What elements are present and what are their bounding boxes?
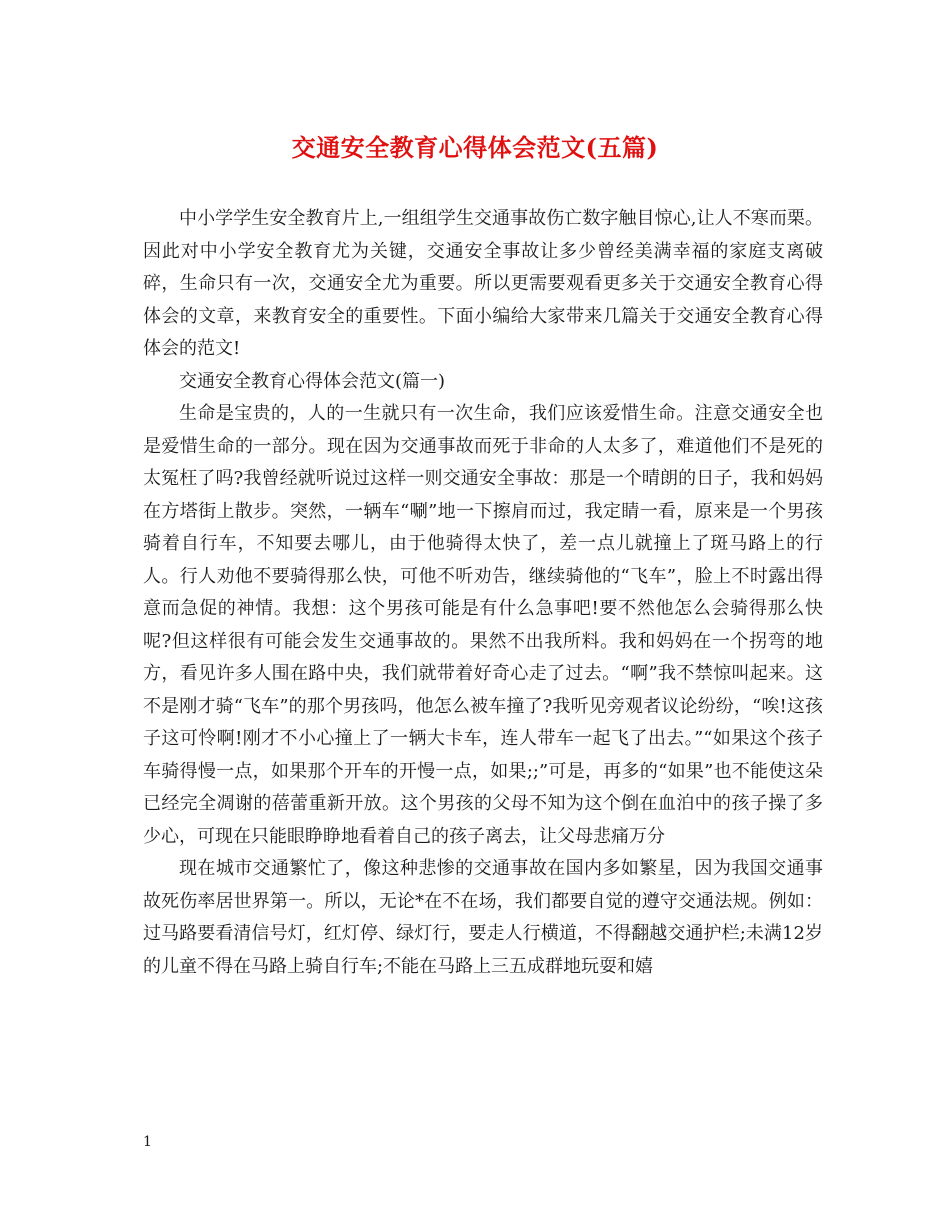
body-paragraph: 生命是宝贵的，人的一生就只有一次生命，我们应该爱惜生命。注意交通安全也是爱惜生命的一部分。现在因为交通事故而死于非命的人太多了，难道他们不是死的太冤枉了吗?我曾经就听说过这样一则交通安全事故：那是一个晴朗的日子，我和妈妈在方塔街上散步。突然，一辆车“唰”地一下擦肩而过，我定睛一看，原来是一个男孩骑着自行车，不知要去哪儿，由于他骑得太快了，差一点儿就撞上了斑马路上的行人。行人劝他不要骑得那么快，可他不听劝告，继续骑他的“飞车”，脸上不时露出得意而急促的神情。我想：这个男孩可能是有什么急事吧!要不然他怎么会骑得那么快呢?但这样很有可能会发生交通事故的。果然不出我所料。我和妈妈在一个拐弯的地方，看见许多人围在路中央，我们就带着好奇心走了过去。“啊”我不禁惊叫起来。这不是刚才骑“飞车”的那个男孩吗，他怎么被车撞了?我听见旁观者议论纷纷，“唉!这孩子这可怜啊!刚才不小心撞上了一辆大卡车，连人带车一起飞了出去。”“如果这个孩子车骑得慢一点，如果那个开车的开慢一点，如果;;”可是，再多的“如果”也不能使这朵已经完全凋谢的蓓蕾重新开放。这个男孩的父母不知为这个倒在血泊中的孩子操了多少心，可现在只能眼睁睁地看着自己的孩子离去，让父母悲痛万分	[143, 403, 823, 847]
document-body	[143, 203, 823, 983]
intro-paragraph: 中小学学生安全教育片上,一组组学生交通事故伤亡数字触目惊心,让人不寒而栗。因此对中小学安全教育尤为关键，交通安全事故让多少曾经美满幸福的家庭支离破碎，生命只有一次，交通安全尤为重要。所以更需要观看更多关于交通安全教育心得体会的文章，来教育安全的重要性。下面小编给大家带来几篇关于交通安全教育心得体会的范文!	[143, 208, 823, 359]
body-paragraph: 现在城市交通繁忙了，像这种悲惨的交通事故在国内多如繁星，因为我国交通事故死伤率居世界第一。所以，无论*在不在场，我们都要自觉的遵守交通法规。例如：过马路要看清信号灯，红灯停、绿灯行，要走人行横道，不得翻越交通护栏;未满12岁的儿童不得在马路上骑自行车;不能在马路上三五成群地玩耍和嬉	[143, 858, 823, 977]
document-title: 交通安全教育心得体会范文(五篇)	[291, 133, 659, 162]
page-number: 1	[143, 1134, 152, 1150]
section-heading: 交通安全教育心得体会范文(篇一)	[179, 370, 446, 392]
